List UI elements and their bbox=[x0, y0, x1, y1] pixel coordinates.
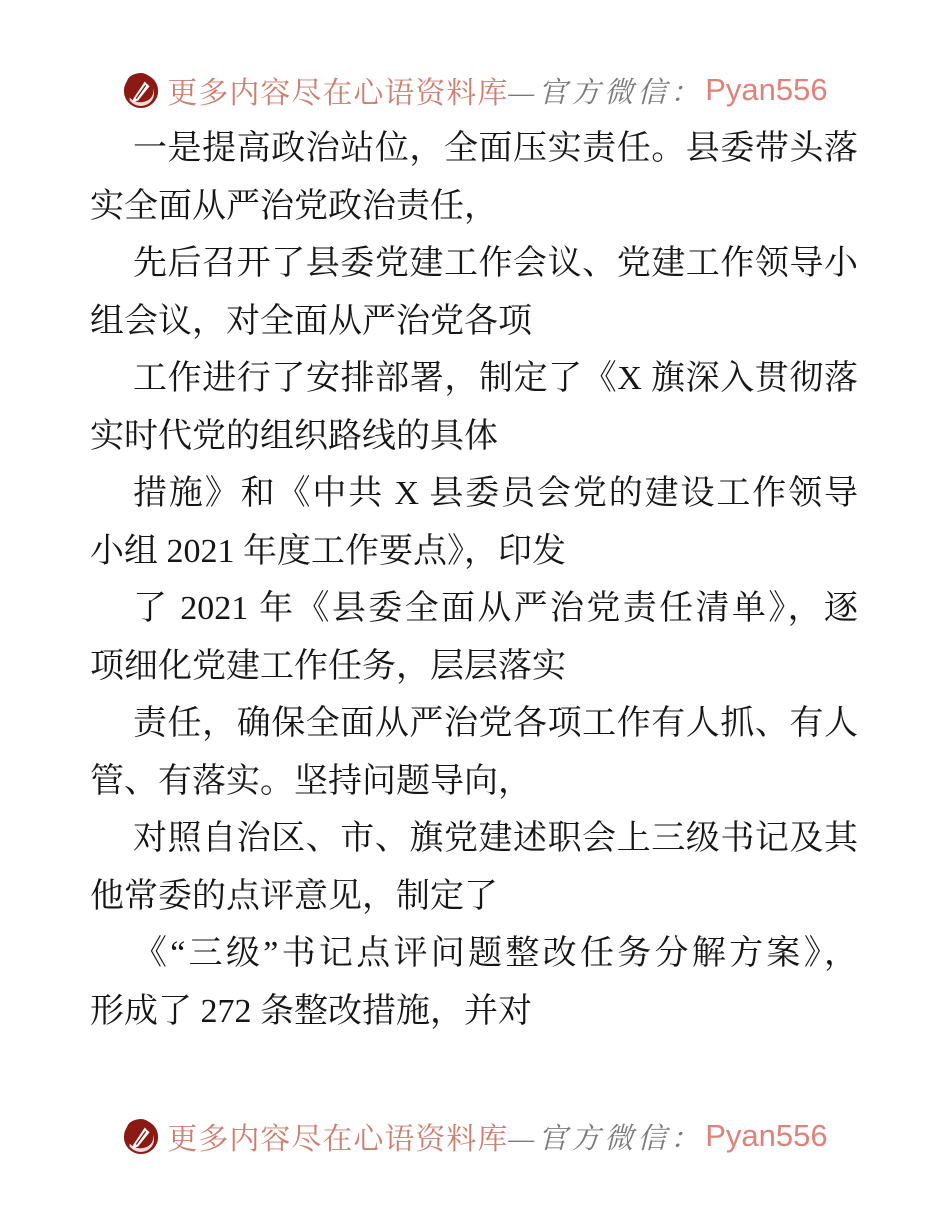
watermark-brand-text: 更多内容尽在心语资料库 bbox=[167, 1123, 509, 1156]
paragraph bbox=[90, 695, 858, 810]
pen-nib-swirl-icon bbox=[122, 69, 160, 111]
paragraph-line: 形成了 272 条整改措施，并对 bbox=[90, 992, 532, 1030]
paragraph-line: 了 2021 年《县委全面从严治党责任清单》，逐 bbox=[133, 590, 858, 627]
watermark-wechat-id: Pyan556 bbox=[705, 72, 828, 107]
paragraph-line: 一是提高政治站位，全面压实责任。县委带头落 bbox=[133, 130, 858, 167]
watermark-label-text: —官方微信： bbox=[508, 1122, 704, 1155]
paragraph-line: 他常委的点评意见，制定了 bbox=[90, 877, 498, 915]
document-body bbox=[90, 120, 858, 1040]
watermark-wechat-id: Pyan556 bbox=[705, 1118, 828, 1153]
paragraph bbox=[90, 465, 858, 580]
watermark-footer bbox=[0, 1114, 950, 1158]
watermark-label-text: —官方微信： bbox=[508, 76, 704, 109]
paragraph bbox=[90, 120, 858, 235]
paragraph bbox=[90, 810, 858, 925]
paragraph-line: 措施》和《中共 X 县委员会党的建设工作领导 bbox=[133, 475, 858, 512]
paragraph bbox=[90, 925, 858, 1040]
watermark-brand-text: 更多内容尽在心语资料库 bbox=[167, 77, 509, 110]
paragraph bbox=[90, 580, 858, 695]
paragraph-line: 先后召开了县委党建工作会议、党建工作领导小 bbox=[133, 245, 858, 282]
paragraph-line: 项细化党建工作任务，层层落实 bbox=[90, 647, 566, 685]
paragraph bbox=[90, 235, 858, 350]
paragraph-line: 《“三级”书记点评问题整改任务分解方案》， bbox=[133, 935, 858, 972]
paragraph-line: 小组 2021 年度工作要点》，印发 bbox=[90, 532, 566, 570]
paragraph bbox=[90, 350, 858, 465]
paragraph-line: 责任，确保全面从严治党各项工作有人抓、有人 bbox=[133, 705, 858, 742]
pen-nib-swirl-icon bbox=[122, 1115, 160, 1157]
watermark-header bbox=[0, 68, 950, 112]
paragraph-line: 管、有落实。坚持问题导向， bbox=[90, 762, 532, 800]
paragraph-line: 组会议，对全面从严治党各项 bbox=[90, 302, 532, 340]
paragraph-line: 实时代党的组织路线的具体 bbox=[90, 417, 498, 455]
paragraph-line: 实全面从严治党政治责任， bbox=[90, 187, 498, 225]
paragraph-line: 工作进行了安排部署，制定了《X 旗深入贯彻落 bbox=[133, 360, 858, 397]
paragraph-line: 对照自治区、市、旗党建述职会上三级书记及其 bbox=[133, 820, 858, 857]
